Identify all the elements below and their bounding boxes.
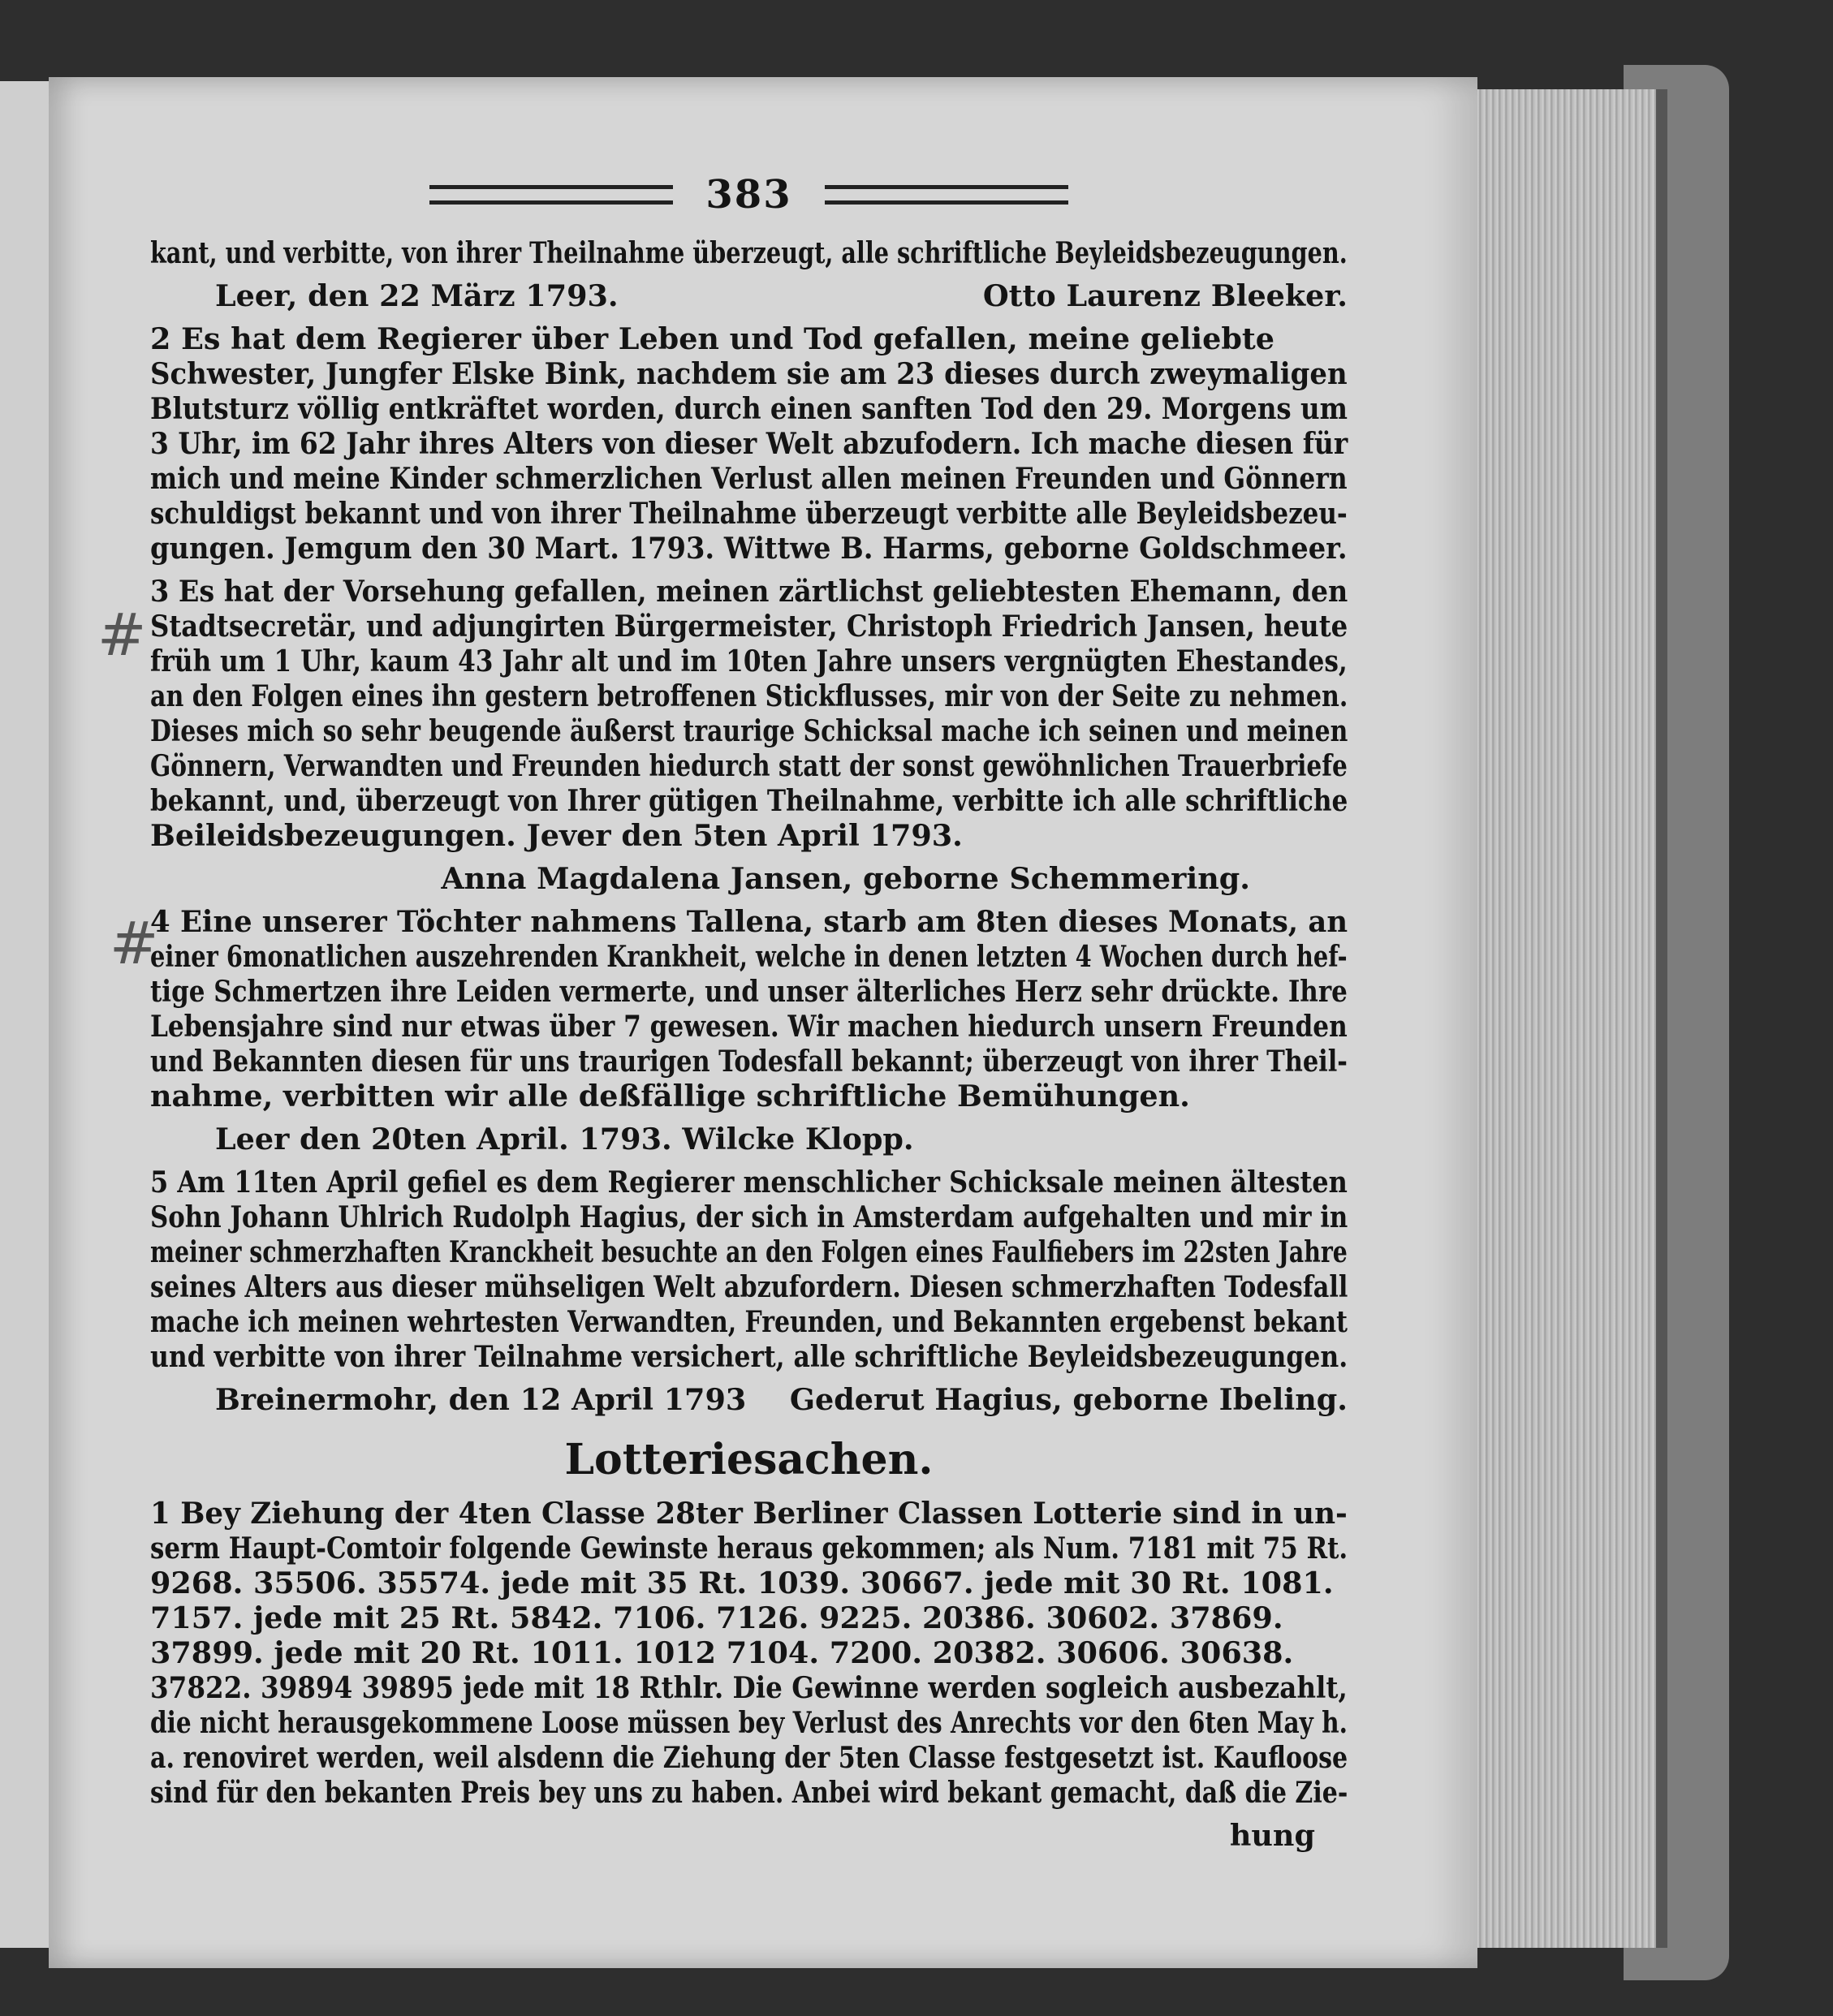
text-line: die nicht herausgekommene Loose müssen bey Verlust des Anrechts vor den 6ten May h. — [150, 1705, 1348, 1740]
text-line: 37899. jede mit 20 Rt. 1011. 1012 7104. 7200. 20382. 30606. 30638. — [150, 1635, 1294, 1670]
place-date-signatory: Leer den 20ten April. 1793. Wilcke Klopp. — [215, 1122, 914, 1157]
signature-line — [150, 1122, 1348, 1157]
page-header — [150, 170, 1348, 219]
text-line: mache ich meinen wehrtesten Verwandten, Freunden, und Bekannten ergebenst bekant — [150, 1304, 1348, 1339]
facing-page-edge — [0, 81, 54, 1948]
text-line: 3 Uhr, im 62 Jahr ihres Alters von dieser Welt abzufodern. Ich mache diesen für — [150, 426, 1348, 461]
paragraph — [150, 1165, 1348, 1374]
text-line: 7157. jede mit 25 Rt. 5842. 7106. 7126. 9225. 20386. 30602. 37869. — [150, 1600, 1283, 1635]
text-line: 37822. 39894 39895 jede mit 18 Rthlr. Die Gewinne werden sogleich ausbezahlt, — [150, 1670, 1348, 1705]
text-line: sind für den bekanten Preis bey uns zu haben. Anbei wird bekant gemacht, daß die Zie- — [150, 1775, 1348, 1810]
text-line: 2 Es hat dem Regierer über Leben und Tod gefallen, meine geliebte — [150, 321, 1274, 356]
text-line: gungen. Jemgum den 30 Mart. 1793. Wittwe B. Harms, geborne Goldschmeer. — [150, 531, 1348, 566]
text-line: schuldigst bekannt und von ihrer Theilnahme überzeugt verbitte alle Beyleidsbezeu- — [150, 496, 1348, 531]
signature-line — [150, 861, 1348, 896]
text-line: meiner schmerzhaften Kranckheit besuchte an den Folgen eines Faulfiebers im 22sten Jahre — [150, 1234, 1348, 1269]
text-line: Stadtsecretär, und adjungirten Bürgermeister, Christoph Friedrich Jansen, heute — [150, 609, 1348, 644]
text-line: 5 Am 11ten April gefiel es dem Regierer menschlicher Schicksale meinen ältesten — [150, 1165, 1348, 1200]
page-block-edges — [1469, 89, 1667, 1948]
text-blocks — [150, 235, 1348, 1810]
text-line: 1 Bey Ziehung der 4ten Classe 28ter Berliner Classen Lotterie sind in un- — [150, 1496, 1348, 1531]
signature-line — [150, 1382, 1348, 1417]
signatory: Otto Laurenz Bleeker. — [982, 278, 1348, 313]
section-heading: Lotteriesachen. — [564, 1435, 934, 1484]
text-line: Beileidsbezeugungen. Jever den 5ten April 1793. — [150, 818, 963, 853]
text-line: seines Alters aus dieser mühseligen Welt abzufordern. Diesen schmerzhaften Todesfall — [150, 1269, 1348, 1304]
text-line: tige Schmertzen ihre Leiden vermerte, und unser älterliches Herz sehr drückte. Ihre — [150, 974, 1348, 1009]
text-line: 4 Eine unserer Töchter nahmens Tallena, starb am 8ten dieses Monats, an — [150, 904, 1348, 939]
margin-hash-mark: # — [110, 909, 159, 977]
place-date: Leer, den 22 März 1793. — [215, 278, 619, 313]
text-line: Schwester, Jungfer Elske Bink, nachdem sie am 23 dieses durch zweymaligen — [150, 356, 1348, 391]
text-line: an den Folgen eines ihn gestern betroffenen Stickflusses, mir von der Seite zu nehmen. — [150, 678, 1348, 713]
text-line: nahme, verbitten wir alle deßfällige schriftliche Bemühungen. — [150, 1079, 1190, 1114]
paragraph — [150, 1496, 1348, 1810]
text-line: bekannt, und, überzeugt von Ihrer gütigen Theilnahme, verbitte ich alle schriftliche — [150, 783, 1348, 818]
paragraph — [150, 904, 1348, 1114]
place-date: Breinermohr, den 12 April 1793 — [215, 1382, 747, 1417]
margin-hash-mark: # — [97, 601, 147, 669]
catchword: hung — [1229, 1818, 1315, 1853]
paragraph — [150, 574, 1348, 853]
text-line: 9268. 35506. 35574. jede mit 35 Rt. 1039. 30667. jede mit 30 Rt. 1081. — [150, 1566, 1334, 1600]
paragraph — [150, 235, 1348, 270]
text-line: Blutsturz völlig entkräftet worden, durch einen sanften Tod den 29. Morgens um — [150, 391, 1348, 426]
text-line: kant, und verbitte, von ihrer Theilnahme überzeugt, alle schriftliche Beyleidsbezeugungen. — [150, 235, 1348, 270]
text-line: serm Haupt-Comtoir folgende Gewinste heraus gekommen; als Num. 7181 mit 75 Rt. — [150, 1531, 1348, 1566]
text-line: mich und meine Kinder schmerzlichen Verlust allen meinen Freunden und Gönnern — [150, 461, 1348, 496]
text-line: 3 Es hat der Vorsehung gefallen, meinen zärtlichst geliebtesten Ehemann, den — [150, 574, 1348, 609]
text-line: a. renoviret werden, weil alsdenn die Ziehung der 5ten Classe festgesetzt ist. Kaufloose — [150, 1740, 1348, 1775]
paragraph — [150, 321, 1348, 566]
text-line: und Bekannten diesen für uns traurigen Todesfall bekannt; überzeugt von ihrer Theil- — [150, 1044, 1348, 1079]
header-rule-right — [825, 185, 1068, 205]
text-line: Sohn Johann Uhlrich Rudolph Hagius, der sich in Amsterdam aufgehalten und mir in — [150, 1200, 1348, 1234]
text-line: Dieses mich so sehr beugende äußerst traurige Schicksal mache ich seinen und meinen — [150, 713, 1348, 748]
text-line: und verbitte von ihrer Teilnahme versichert, alle schriftliche Beyleidsbezeugungen. — [150, 1339, 1348, 1374]
header-rule-left — [429, 185, 673, 205]
page-number: 383 — [705, 172, 792, 218]
page-content — [150, 170, 1348, 1853]
text-line: früh um 1 Uhr, kaum 43 Jahr alt und im 10ten Jahre unsers vergnügten Ehestandes, — [150, 644, 1348, 678]
signature-line — [150, 278, 1348, 313]
text-line: Gönnern, Verwandten und Freunden hiedurch statt der sonst gewöhnlichen Trauerbriefe — [150, 748, 1348, 783]
signatory: Gederut Hagius, geborne Ibeling. — [789, 1382, 1348, 1417]
text-line: Lebensjahre sind nur etwas über 7 gewesen. Wir machen hiedurch unsern Freunden — [150, 1009, 1348, 1044]
signatory: Anna Magdalena Jansen, geborne Schemmering. — [441, 861, 1250, 896]
text-line: einer 6monatlichen auszehrenden Krankheit, welche in denen letzten 4 Wochen durch hef- — [150, 939, 1348, 974]
